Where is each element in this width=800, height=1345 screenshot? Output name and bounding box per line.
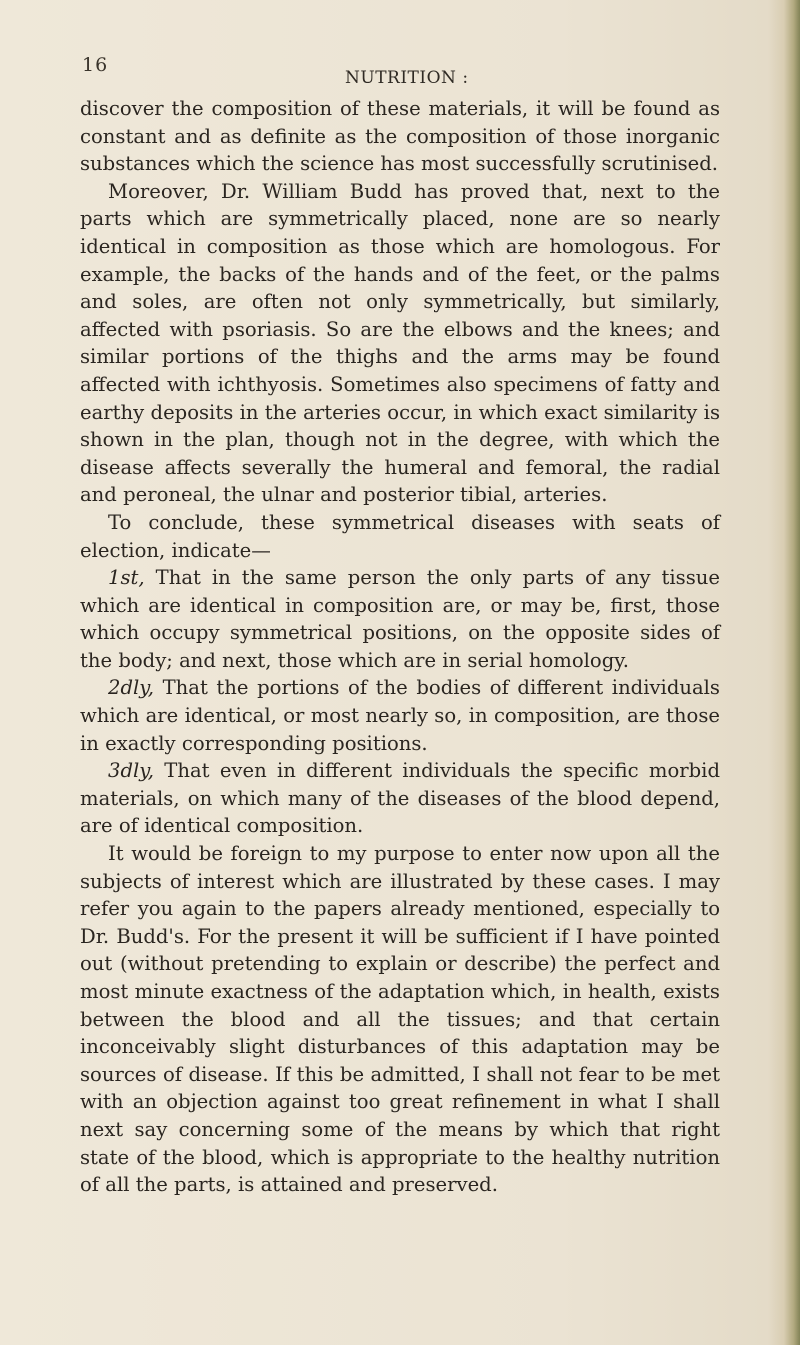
paragraph-2: Moreover, Dr. William Budd has proved that, next to the parts which are symmetrically placed, none are so nearly identical in composition as those which are homologous. For example, the backs of the hands and of the feet, or the palms and soles, are often not only symmetrically, but similarly, affected with psoriasis. So are the elbows and the knees; and similar portions of the thighs and the arms may be found affected with ichthyosis. Sometimes also specimens of fatty and earthy deposits in the arteries occur, in which exact similarity is shown in the plan, though not in the degree, with which the disease affects severally the humeral and femoral, the radial and peroneal, the ulnar and posterior tibial, arteries. bbox=[80, 179, 720, 507]
paragraph-4-text: That in the same person the only parts of any tissue which are identical in composition are, or may be, first, those which occupy symmetrical positions, on the opposite sides of the body; and next, those which are in serial homology. bbox=[80, 566, 720, 672]
running-head: NUTRITION : bbox=[345, 68, 469, 88]
paragraph-6-text: That even in different individuals the specific morbid materials, on which many of the diseases of the blood depend, are of identical composition. bbox=[80, 759, 720, 838]
paragraph-7: It would be foreign to my purpose to enter now upon all the subjects of interest which are illustrated by these cases. I may refer you again to the papers already mentioned, especially to Dr. Budd's. For the present it will be sufficient if I have pointed out (without pretending to explain or describe) the perfect and most minute exactness of the adaptation which, in health, exists between the blood and all the tissues; and that certain inconceivably slight disturbances of this adaptation may be sources of disease. If this be admitted, I shall not fear to be met with an objection against too great refinement in what I shall next say concerning some of the means by which that right state of the blood, which is appropriate to the healthy nutrition of all the parts, is attained and preserved. bbox=[80, 842, 720, 1197]
paragraph-6 bbox=[80, 757, 720, 840]
paragraph-5 bbox=[80, 674, 720, 757]
paragraph-4 bbox=[80, 564, 720, 674]
ordinal-second: 2dly, bbox=[108, 676, 154, 700]
ordinal-first: 1st, bbox=[108, 566, 145, 590]
paragraph-1: discover the composition of these materials, it will be found as constant and as definite as the composition of those inorganic substances which the science has most successfully scrutinised. bbox=[80, 97, 720, 176]
page-edge-shadow bbox=[784, 0, 800, 1345]
paragraph-5-text: That the portions of the bodies of different individuals which are identical, or most nearly so, in composition, are those in exactly corresponding positions. bbox=[80, 676, 720, 755]
ordinal-third: 3dly, bbox=[108, 759, 154, 783]
body-text bbox=[80, 95, 720, 1199]
page-number: 16 bbox=[82, 54, 109, 76]
paragraph-3: To conclude, these symmetrical diseases with seats of election, indicate— bbox=[80, 510, 720, 562]
